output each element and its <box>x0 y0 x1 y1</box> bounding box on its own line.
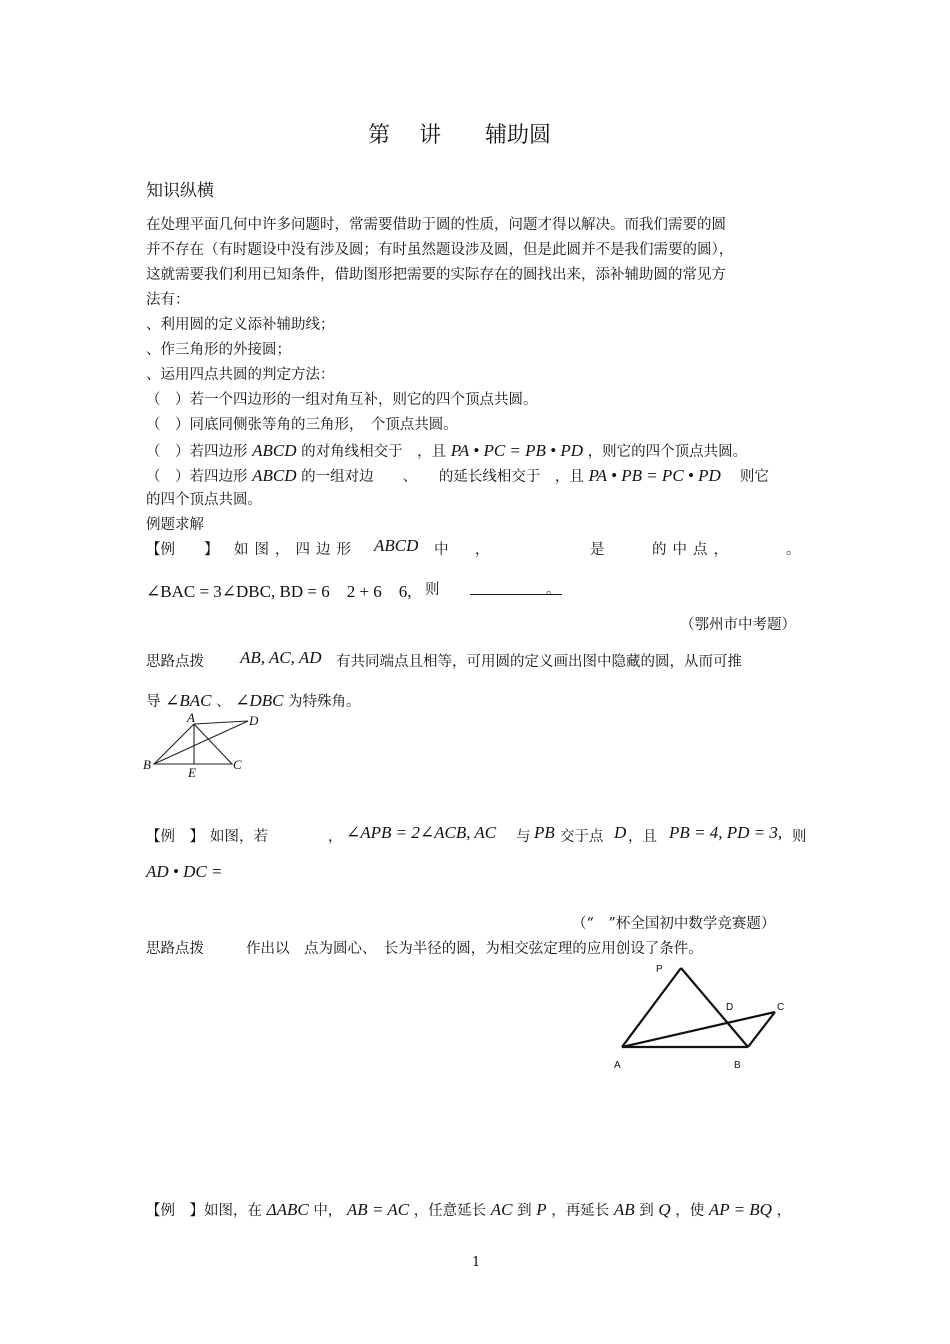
rule-3 <box>146 438 747 465</box>
ex1-text-e: 。 <box>786 542 801 558</box>
ex3-line <box>146 1197 791 1224</box>
ex2-math-pb: PB <box>534 823 555 842</box>
ex1-text-d: 的中点， <box>652 542 734 558</box>
ex2-text-a: 如图，若 <box>210 829 268 845</box>
ex2-math-lengths: PB = 4, PD = 3, <box>669 823 783 842</box>
ex1-math-quad: ABCD <box>374 536 419 555</box>
rule-4-post: 则它 <box>725 469 769 485</box>
ex2-hint-label: 思路点拨 <box>146 941 204 957</box>
ex1-hint2-angle-bac: ∠BAC <box>165 691 212 710</box>
intro-line-4: 法有： <box>146 292 190 308</box>
rule-3-mid: 的对角线相交于 ，且 <box>301 444 447 460</box>
intro-line-3: 这就需要我们利用已知条件，借助图形把需要的实际存在的圆找出来，添补辅助圆的常见方 <box>146 267 726 283</box>
rule-3-post: ，则它的四个顶点共圆。 <box>587 444 748 460</box>
method-3: 、运用四点共圆的判定方法： <box>146 367 335 383</box>
section-heading: 知识纵横 <box>146 181 214 201</box>
rule-2: （ ）同底同侧张等角的三角形， 个顶点共圆。 <box>146 417 458 433</box>
rule-4-continuation: 的四个顶点共圆。 <box>146 492 262 508</box>
ex1-label: 【例 】 <box>146 542 219 558</box>
ex1-text-b: 中 ， <box>434 542 496 558</box>
fig1-segment-ad <box>194 721 248 724</box>
fig1-triangle-abc <box>154 724 232 764</box>
page-title: 第 讲 辅助圆 <box>368 123 551 148</box>
intro-line-1: 在处理平面几何中许多问题时，常需要借助于圆的性质，问题才得以解决。而我们需要的圆 <box>146 217 726 233</box>
ex3-math-q: Q <box>658 1200 671 1219</box>
method-1: 、利用圆的定义添补辅助线； <box>146 317 335 333</box>
ex2-hint-text: 作出以 点为圆心、 长为半径的圆，为相交弦定理的应用创设了条件。 <box>246 941 703 957</box>
ex3-math-p: P <box>536 1200 547 1219</box>
ex3-text-f: 到 <box>639 1203 654 1219</box>
ex2-text-f: 则 <box>792 829 807 845</box>
ex1-blank-end: 。 <box>546 582 561 598</box>
ex1-hint-math: AB, AC, AD <box>240 648 322 667</box>
figure-1 <box>140 708 260 783</box>
ex1-hint-text: 有共同端点且相等，可用圆的定义画出图中隐藏的圆，从而可推 <box>336 654 742 670</box>
fig2-label-d: D <box>726 1002 734 1013</box>
ex1-source: （鄂州市中考题） <box>680 617 796 633</box>
ex1-hint2-sep: 、 <box>216 694 231 710</box>
ex2-product: AD • DC = <box>146 862 223 881</box>
ex1-hint2-angle-dbc: ∠DBC <box>235 691 284 710</box>
ex2-math-d: D <box>614 823 627 842</box>
ex1-hint2-pre: 导 <box>146 694 161 710</box>
fig2-segment-pb <box>681 968 748 1047</box>
ex3-text-g: ，使 <box>675 1203 705 1219</box>
ex1-text-c: 是 <box>590 542 605 558</box>
fig1-label-b: B <box>143 757 151 772</box>
fig1-label-c: C <box>233 757 242 772</box>
ex2-label: 【例 】 <box>146 829 204 845</box>
rule-4-mid: 的一组对边 、 的延长线相交于 ，且 <box>301 469 584 485</box>
fig1-label-a: A <box>187 710 195 725</box>
examples-heading: 例题求解 <box>146 517 204 533</box>
ex3-text-b: 中， <box>313 1203 343 1219</box>
ex3-text-e: ，再延长 <box>551 1203 610 1219</box>
ex1-text-a: 如图，四边形 <box>234 542 357 558</box>
fig2-label-c: C <box>777 1002 785 1013</box>
rule-4-pre: （ ）若四边形 <box>146 469 248 485</box>
ex3-text-c: ，任意延长 <box>413 1203 487 1219</box>
ex2-text-c: 与 <box>516 829 531 845</box>
ex1-hint-label: 思路点拨 <box>146 654 204 670</box>
ex3-math-triangle: ΔABC <box>266 1200 309 1219</box>
fig1-label-d: D <box>249 713 259 728</box>
ex3-math-ab-ac: AB = AC <box>346 1200 410 1219</box>
ex3-text-h: ， <box>776 1203 792 1219</box>
ex2-math-angle: ∠APB = 2∠ACB, AC <box>346 823 497 842</box>
page-number: 1 <box>472 1255 481 1270</box>
fig2-label-b: B <box>734 1060 741 1071</box>
ex1-hint2-post: 为特殊角。 <box>288 694 361 710</box>
ex1-then: 则 <box>425 582 440 598</box>
rule-1: （ ）若一个四边形的一组对角互补，则它的四个顶点共圆。 <box>146 392 538 408</box>
ex2-text-e: ，且 <box>628 829 657 845</box>
ex3-label: 【例 】 <box>146 1203 204 1219</box>
fig2-label-p: P <box>656 964 663 975</box>
ex3-math-ab: AB <box>613 1200 635 1219</box>
ex2-source: （“ ”杯全国初中数学竞赛题） <box>572 916 776 932</box>
ex3-text-a: 如图，在 <box>204 1203 262 1219</box>
rule-3-math-quad: ABCD <box>252 441 297 460</box>
intro-line-2: 并不存在（有时题设中没有涉及圆；有时虽然题设涉及圆，但是此圆并不是我们需要的圆）， <box>146 242 734 258</box>
rule-4-math-product: PA • PB = PC • PD <box>588 466 721 485</box>
fig2-label-a: A <box>614 1060 621 1071</box>
figure-2 <box>605 960 805 1075</box>
ex3-math-ap-bq: AP = BQ <box>708 1200 772 1219</box>
ex1-condition: ∠BAC = 3∠DBC, BD = 6 2 + 6 6, <box>146 582 412 601</box>
rule-3-math-product: PA • PC = PB • PD <box>450 441 584 460</box>
ex3-math-ac: AC <box>490 1200 513 1219</box>
fig1-label-e: E <box>188 765 196 780</box>
method-2: 、作三角形的外接圆； <box>146 342 291 358</box>
ex3-text-d: 到 <box>517 1203 532 1219</box>
ex2-text-d: 交于点 <box>560 829 604 845</box>
rule-4 <box>146 463 769 490</box>
ex2-text-b: ， <box>328 829 343 845</box>
rule-4-math-quad: ABCD <box>252 466 297 485</box>
rule-3-pre: （ ）若四边形 <box>146 444 248 460</box>
